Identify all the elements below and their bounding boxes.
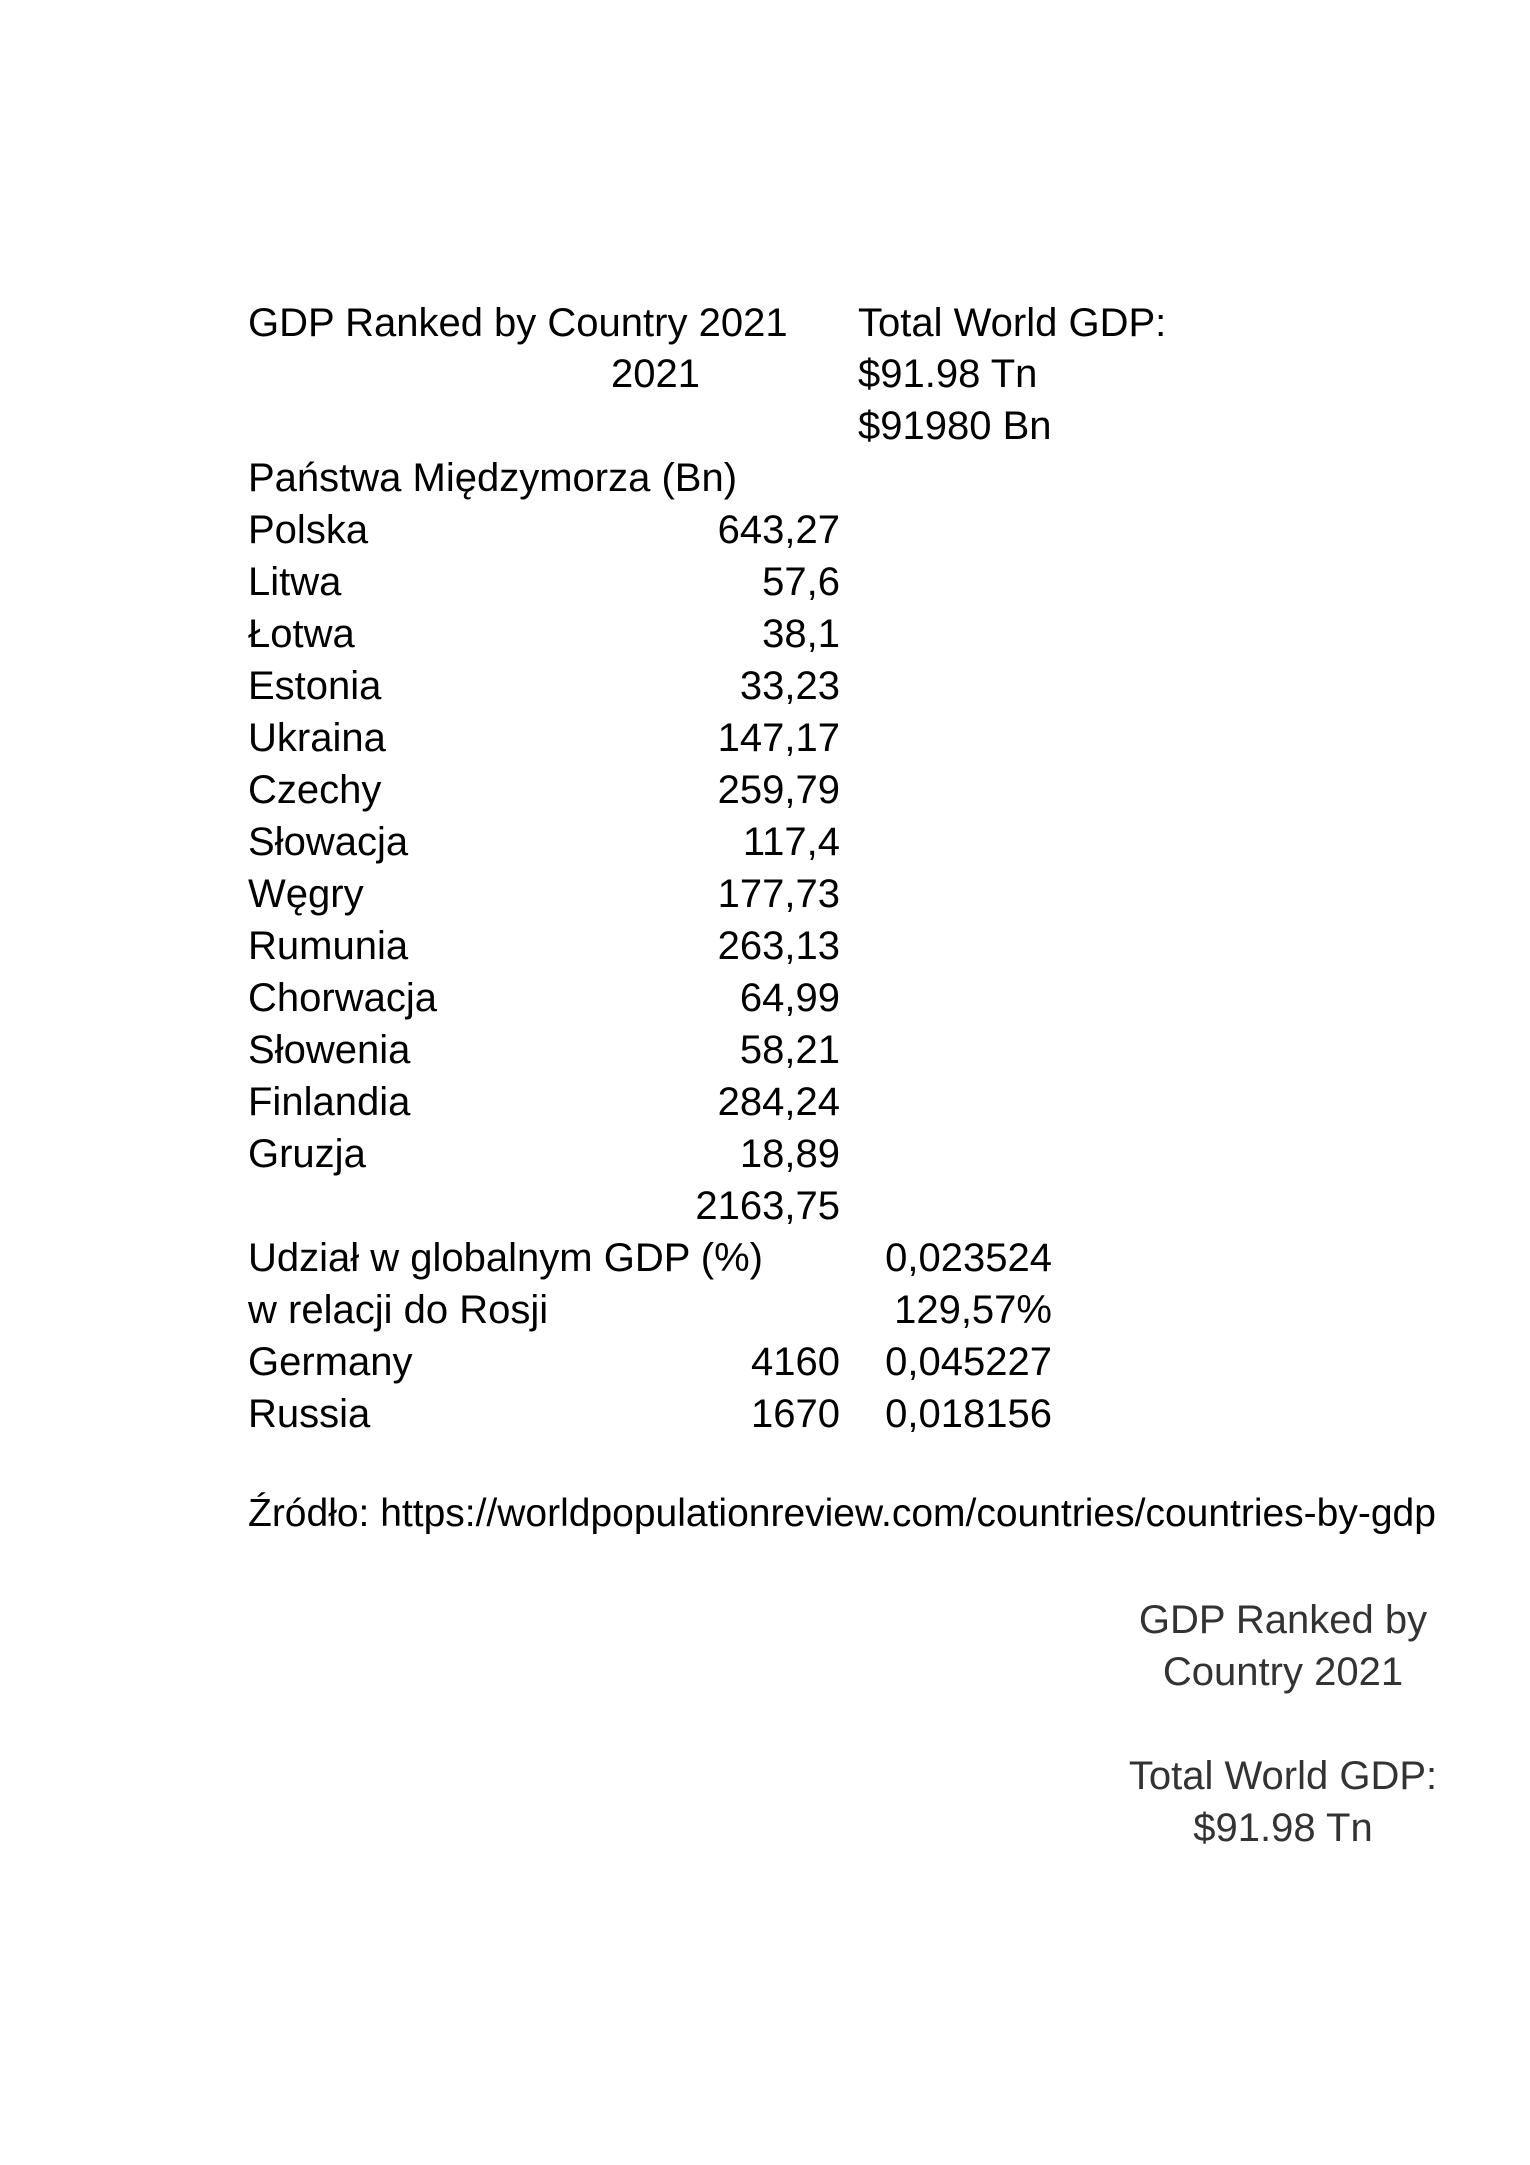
row-name: Gruzja xyxy=(248,1132,366,1176)
row-value: 263,13 xyxy=(717,924,840,968)
row-name: Łotwa xyxy=(248,612,355,656)
row-value: 38,1 xyxy=(762,612,840,656)
russia-share: 0,018156 xyxy=(885,1392,1052,1436)
row-name: Finlandia xyxy=(248,1080,411,1124)
share-label: Udział w globalnym GDP (%) xyxy=(248,1236,763,1280)
row-name: Czechy xyxy=(248,768,382,812)
row-value: 643,27 xyxy=(717,508,840,552)
russia-name: Russia xyxy=(248,1392,371,1436)
row-value: 64,99 xyxy=(739,976,840,1020)
row-value: 147,17 xyxy=(717,716,840,760)
relation-label: w relacji do Rosji xyxy=(248,1288,549,1332)
row-value: 259,79 xyxy=(717,768,840,812)
header-left-title: GDP Ranked by Country 2021 xyxy=(248,301,788,345)
share-value: 0,023524 xyxy=(885,1236,1052,1280)
header-right-tn: $91.98 Tn xyxy=(858,352,1038,396)
box-line-2: Country 2021 xyxy=(1162,1650,1404,1694)
row-name: Słowacja xyxy=(248,820,409,864)
row-name: Litwa xyxy=(248,560,342,604)
source-line: Źródło: https://worldpopulationreview.com/countries/countries-by-gdp xyxy=(248,1492,1436,1535)
section-title: Państwa Międzymorza (Bn) xyxy=(248,456,738,500)
relation-value: 129,57% xyxy=(894,1288,1052,1332)
total-value: 2163,75 xyxy=(695,1184,840,1228)
row-value: 177,73 xyxy=(717,872,840,916)
row-name: Estonia xyxy=(248,664,382,708)
header-right-bn: $91980 Bn xyxy=(858,404,1052,448)
row-value: 57,6 xyxy=(762,560,840,604)
row-name: Chorwacja xyxy=(248,976,437,1020)
row-value: 18,89 xyxy=(739,1132,840,1176)
germany-name: Germany xyxy=(248,1340,413,1384)
row-value: 58,21 xyxy=(739,1028,840,1072)
header-right-title: Total World GDP: xyxy=(858,301,1167,345)
row-value: 117,4 xyxy=(742,820,840,864)
row-name: Węgry xyxy=(248,872,364,916)
box-line-1: GDP Ranked by xyxy=(1138,1598,1428,1642)
germany-gdp: 4160 xyxy=(751,1340,840,1384)
box-line-4: $91.98 Tn xyxy=(1193,1806,1373,1850)
row-name: Polska xyxy=(248,508,369,552)
row-name: Słowenia xyxy=(248,1028,411,1072)
box-line-3: Total World GDP: xyxy=(1128,1754,1438,1798)
germany-share: 0,045227 xyxy=(885,1340,1052,1384)
row-value: 33,23 xyxy=(739,664,840,708)
header-left-year: 2021 xyxy=(611,352,700,396)
row-name: Rumunia xyxy=(248,924,409,968)
row-value: 284,24 xyxy=(717,1080,840,1124)
russia-gdp: 1670 xyxy=(751,1392,840,1436)
row-name: Ukraina xyxy=(248,716,386,760)
